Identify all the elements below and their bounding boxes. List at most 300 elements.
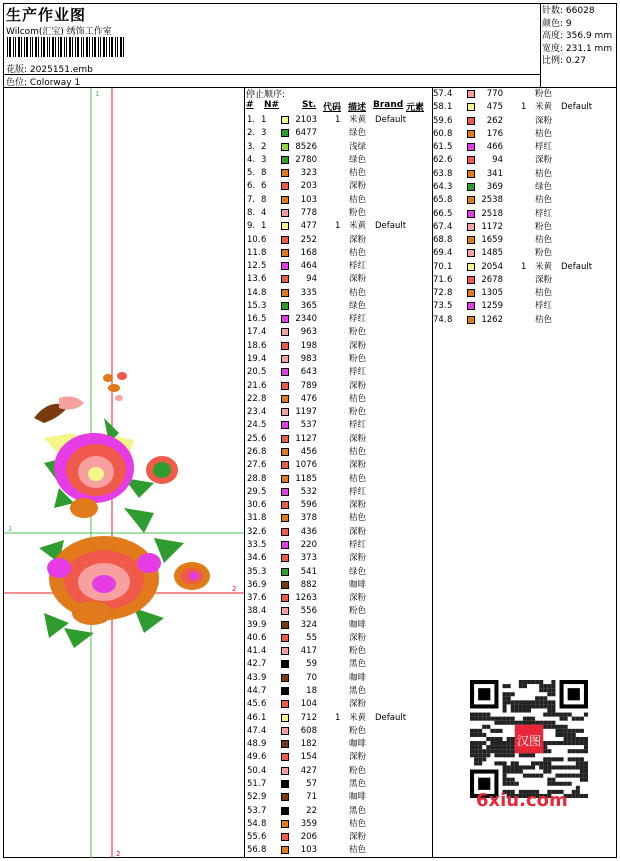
thread-description: 米黄 (349, 115, 367, 125)
thread-description: 桴红 (349, 261, 367, 272)
color-swatch (281, 461, 289, 469)
stop-number: 56. (247, 845, 261, 856)
thread-description: 桔色 (349, 513, 367, 524)
thread-description: 深粉 (349, 553, 367, 564)
stop-number: 23. (247, 407, 261, 418)
stop-number: 7. (247, 194, 256, 205)
stop-number: 3. (247, 141, 256, 152)
stop-number: 46. (247, 712, 261, 723)
color-swatch (467, 236, 475, 244)
stitch-count: 477 (300, 221, 317, 232)
stop-number: 70. (433, 261, 447, 272)
thread-description: 粉色 (349, 407, 367, 418)
thread-code: 1 (521, 261, 527, 272)
stop-number: 42. (247, 659, 261, 670)
thread-description: 粉色 (535, 248, 553, 259)
needle-number: 8 (261, 287, 267, 298)
stop-number: 51. (247, 779, 261, 789)
stitch-count: 323 (300, 168, 317, 179)
needle-number: 7 (261, 779, 267, 789)
stitch-count: 103 (300, 194, 317, 205)
color-swatch (281, 514, 289, 522)
embroidery-preview (4, 88, 244, 858)
color-swatch (467, 117, 475, 125)
color-swatch (467, 156, 475, 164)
col-num: # (246, 100, 254, 110)
stitch-count: 1127 (295, 433, 317, 444)
thread-description: 桴红 (349, 539, 367, 550)
color-swatch (467, 130, 475, 138)
color-swatch (281, 833, 289, 841)
guide-v1-label: 1 (95, 90, 100, 98)
needle-number: 8 (447, 128, 453, 139)
needle-number: 6 (261, 433, 267, 444)
color-swatch (281, 156, 289, 164)
stop-number: 58. (433, 102, 447, 113)
needle-number: 8 (261, 393, 267, 404)
stitch-count: 476 (300, 393, 317, 404)
stitch-count: 712 (300, 712, 317, 723)
color-swatch (281, 714, 289, 722)
stop-number: 24. (247, 420, 261, 431)
stop-number: 26. (247, 447, 261, 457)
lower-flower (39, 536, 210, 648)
needle-number: 6 (261, 553, 267, 564)
thread-description: 米黄 (349, 712, 367, 723)
stitch-count: 18 (306, 686, 317, 697)
stop-number: 69. (433, 248, 447, 259)
needle-number: 8 (261, 194, 267, 205)
thread-brand: Default (375, 115, 407, 125)
stat-height: 高度: 356.9 mm (542, 31, 613, 42)
stop-number: 61. (433, 142, 447, 153)
color-swatch (281, 395, 289, 403)
stitch-count: 22 (306, 805, 317, 816)
needle-number: 8 (261, 845, 267, 856)
stop-number: 27. (247, 460, 261, 471)
color-swatch (467, 223, 475, 231)
stop-number: 33. (247, 539, 261, 550)
color-swatch (281, 793, 289, 801)
needle-number: 6 (261, 460, 267, 471)
stop-number: 73. (433, 301, 447, 312)
stat-scale: 比例: 0.27 (542, 56, 586, 67)
needle-number: 5 (261, 261, 267, 272)
stitch-count: 103 (300, 845, 317, 856)
stitch-count: 456 (300, 447, 317, 457)
thread-description: 桔色 (349, 393, 367, 404)
stitch-count: 59 (306, 659, 317, 670)
thread-description: 黑色 (349, 805, 367, 816)
color-swatch (281, 116, 289, 124)
stitch-count: 335 (300, 287, 317, 298)
color-swatch (281, 740, 289, 748)
thread-brand: Default (561, 261, 593, 272)
stitch-count: 373 (300, 553, 317, 564)
needle-number: 3 (261, 128, 267, 139)
color-swatch (281, 182, 289, 190)
stitch-count: 1659 (481, 235, 503, 246)
color-swatch (281, 129, 289, 137)
thread-description: 黑色 (349, 659, 367, 670)
stop-number: 16. (247, 314, 261, 325)
needle-number: 8 (447, 195, 453, 206)
thread-description: 桔色 (535, 235, 553, 246)
stitch-count: 252 (300, 234, 317, 245)
col-code: 代码 (323, 103, 342, 113)
thread-description: 深粉 (535, 274, 553, 285)
stop-number: 36. (247, 579, 261, 590)
stop-number: 20. (247, 367, 261, 378)
stitch-count: 341 (486, 168, 503, 179)
thread-description: 黑色 (349, 686, 367, 697)
stitch-count: 55 (306, 632, 317, 643)
stitch-count: 475 (486, 102, 503, 113)
stitch-count: 57 (306, 779, 317, 789)
stitch-count: 2518 (481, 208, 503, 219)
stitch-count: 70 (306, 672, 317, 683)
needle-number: 1 (447, 261, 453, 272)
thread-description: 桴红 (349, 486, 367, 497)
needle-number: 4 (261, 765, 267, 776)
thread-description: 桴红 (535, 208, 553, 219)
thread-description: 咖啡 (349, 792, 367, 803)
needle-number: 4 (447, 248, 453, 259)
thread-description: 桔色 (535, 168, 553, 179)
stitch-count: 882 (300, 579, 317, 590)
thread-description: 咖啡 (349, 739, 367, 750)
color-swatch (281, 421, 289, 429)
stop-number: 9. (247, 221, 256, 232)
color-swatch (467, 90, 475, 98)
stitch-count: 154 (300, 752, 317, 763)
stop-number: 55. (247, 832, 261, 843)
thread-description: 桔色 (535, 128, 553, 139)
stop-number: 63. (433, 168, 447, 179)
stitch-count: 94 (492, 155, 503, 166)
stop-number: 40. (247, 632, 261, 643)
stitch-count: 1259 (481, 301, 503, 312)
needle-number: 5 (447, 142, 453, 153)
stitch-count: 1263 (295, 593, 317, 604)
stop-number: 32. (247, 526, 261, 537)
color-swatch (467, 249, 475, 257)
thread-description: 深粉 (349, 752, 367, 763)
stitch-count: 369 (486, 181, 503, 192)
color-swatch (281, 528, 289, 536)
thread-description: 黑色 (349, 779, 367, 789)
thread-description: 深粉 (349, 593, 367, 604)
color-swatch (281, 169, 289, 177)
thread-code: 1 (335, 115, 341, 125)
stitch-count: 778 (300, 207, 317, 218)
needle-number: 4 (261, 407, 267, 418)
stop-number: 29. (247, 486, 261, 497)
thread-description: 粉色 (349, 646, 367, 657)
stop-number: 34. (247, 553, 261, 564)
stop-number: 38. (247, 606, 261, 617)
design-stats (542, 5, 612, 68)
stat-stitches: 针数: 66028 (542, 6, 595, 16)
needle-number: 5 (261, 539, 267, 550)
upper-flower (34, 372, 178, 533)
needle-number: 9 (261, 792, 267, 803)
needle-number: 4 (261, 207, 267, 218)
color-swatch (281, 262, 289, 270)
needle-number: 8 (261, 473, 267, 484)
stop-number: 45. (247, 699, 261, 710)
stitch-count: 2103 (295, 115, 317, 125)
thread-description: 深粉 (349, 699, 367, 710)
color-swatch (281, 568, 289, 576)
color-swatch (281, 780, 289, 788)
needle-number: 5 (447, 301, 453, 312)
stop-number: 49. (247, 752, 261, 763)
color-swatch (467, 103, 475, 111)
stop-number: 53. (247, 805, 261, 816)
colorway-line (6, 75, 80, 88)
stitch-count: 168 (300, 247, 317, 258)
thread-description: 桔色 (349, 473, 367, 484)
needle-number: 4 (261, 327, 267, 338)
stop-number: 6. (247, 181, 256, 192)
stop-number: 44. (247, 686, 261, 697)
stitch-count: 466 (486, 142, 503, 153)
stop-number: 4. (247, 154, 256, 165)
color-swatch (281, 222, 289, 230)
stop-number: 18. (247, 340, 261, 351)
thread-description: 浅绿 (349, 141, 367, 152)
color-swatch (467, 289, 475, 297)
thread-description: 桴红 (349, 420, 367, 431)
color-swatch (281, 501, 289, 509)
needle-number: 9 (261, 579, 267, 590)
needle-number: 4 (261, 354, 267, 365)
stop-number: 37. (247, 593, 261, 604)
stop-number: 5. (247, 168, 256, 179)
stitch-count: 262 (486, 115, 503, 126)
thread-description: 桔色 (349, 845, 367, 856)
color-swatch (281, 700, 289, 708)
stitch-count: 963 (300, 327, 317, 338)
guide-v2-label: 2 (116, 850, 121, 858)
color-swatch (467, 170, 475, 178)
stop-number: 47. (247, 725, 261, 736)
stop-number: 28. (247, 473, 261, 484)
thread-description: 深粉 (349, 274, 367, 285)
stitch-count: 220 (300, 539, 317, 550)
color-swatch (281, 488, 289, 496)
stitch-count: 643 (300, 367, 317, 378)
thread-description: 米黄 (349, 221, 367, 232)
color-swatch (281, 315, 289, 323)
thread-description: 深粉 (535, 155, 553, 166)
needle-number: 1 (261, 115, 267, 125)
stitch-count: 71 (306, 792, 317, 803)
color-swatch (281, 753, 289, 761)
needle-number: 7 (261, 805, 267, 816)
thread-description: 桔色 (349, 287, 367, 298)
needle-number: 5 (261, 314, 267, 325)
needle-number: 6 (261, 340, 267, 351)
stop-number: 15. (247, 300, 261, 311)
stop-number: 60. (433, 128, 447, 139)
thread-description: 桔色 (535, 288, 553, 299)
design-file-line (6, 62, 93, 75)
thread-description: 粉色 (349, 207, 367, 218)
thread-description: 粉色 (349, 765, 367, 776)
stitch-count: 6477 (295, 128, 317, 139)
needle-number: 6 (261, 632, 267, 643)
thread-description: 桔色 (535, 314, 553, 325)
color-swatch (281, 448, 289, 456)
color-swatch (281, 541, 289, 549)
thread-description: 米黄 (535, 102, 553, 113)
thread-description: 粉色 (349, 606, 367, 617)
stop-number: 13. (247, 274, 261, 285)
needle-number: 4 (261, 606, 267, 617)
stitch-count: 417 (300, 646, 317, 657)
col-needle: N# (264, 100, 280, 110)
stop-number: 52. (247, 792, 261, 803)
stop-number: 43. (247, 672, 261, 683)
thread-description: 桴红 (349, 367, 367, 378)
stitch-count: 789 (300, 380, 317, 391)
svg-text:汉图: 汉图 (516, 734, 542, 749)
needle-number: 4 (261, 646, 267, 657)
stop-number: 25. (247, 433, 261, 444)
stitch-count: 1076 (295, 460, 317, 471)
stop-number: 11. (247, 247, 261, 258)
needle-number: 3 (447, 181, 453, 192)
needle-number: 5 (261, 367, 267, 378)
stitch-count: 198 (300, 340, 317, 351)
stitch-count: 8526 (295, 141, 317, 152)
stop-number: 41. (247, 646, 261, 657)
thread-description: 绿色 (349, 128, 367, 139)
stitch-count: 541 (300, 566, 317, 577)
thread-description: 粉色 (535, 221, 553, 232)
stitch-count: 1197 (295, 407, 317, 418)
color-swatch (281, 289, 289, 297)
needle-number: 8 (447, 288, 453, 299)
color-swatch (281, 328, 289, 336)
color-swatch (281, 820, 289, 828)
thread-code: 1 (335, 221, 341, 232)
stitch-count: 104 (300, 699, 317, 710)
needle-number: 6 (447, 274, 453, 285)
stitch-count: 436 (300, 526, 317, 537)
thread-description: 深粉 (349, 460, 367, 471)
needle-number: 8 (261, 818, 267, 829)
needle-number: 5 (261, 420, 267, 431)
stop-number: 21. (247, 380, 261, 391)
needle-number: 6 (261, 234, 267, 245)
needle-number: 1 (447, 102, 453, 113)
stop-number: 8. (247, 207, 256, 218)
thread-description: 桔色 (535, 195, 553, 206)
thread-description: 深粉 (349, 380, 367, 391)
col-desc: 描述 (348, 103, 367, 113)
needle-number: 1 (261, 712, 267, 723)
thread-description: 深粉 (349, 340, 367, 351)
design-file-value: 2025151.emb (29, 65, 93, 75)
stitch-count: 983 (300, 354, 317, 365)
stitch-count: 1262 (481, 314, 503, 325)
thread-brand: Default (561, 102, 593, 113)
needle-number: 7 (261, 686, 267, 697)
color-swatch (281, 634, 289, 642)
stop-number: 12. (247, 261, 261, 272)
thread-description: 咖啡 (349, 672, 367, 683)
needle-number: 6 (261, 526, 267, 537)
needle-number: 8 (261, 168, 267, 179)
needle-number: 6 (447, 155, 453, 166)
needle-number: 4 (261, 725, 267, 736)
needle-number: 8 (261, 513, 267, 524)
thread-description: 粉色 (349, 354, 367, 365)
thread-description: 深粉 (349, 181, 367, 192)
needle-number: 9 (261, 672, 267, 683)
stitch-count: 2780 (295, 154, 317, 165)
stop-number: 67. (433, 221, 447, 232)
stop-number: 72. (433, 288, 447, 299)
company-name: Wilcom(汇宝) 绣饰工作室 (6, 27, 112, 37)
thread-description: 桴红 (535, 301, 553, 312)
needle-number: 3 (261, 154, 267, 165)
thread-description: 桔色 (349, 168, 367, 179)
stop-number: 17. (247, 327, 261, 338)
thread-description: 咖啡 (349, 579, 367, 590)
color-swatch (281, 594, 289, 602)
needle-number: 8 (447, 235, 453, 246)
color-swatch (281, 236, 289, 244)
stitch-count: 94 (306, 274, 317, 285)
thread-description: 粉色 (349, 327, 367, 338)
stitch-count: 1485 (481, 248, 503, 259)
stop-number: 66. (433, 208, 447, 219)
colorway-value: Colorway 1 (29, 78, 81, 88)
thread-description: 深粉 (349, 234, 367, 245)
thread-description: 桔色 (349, 247, 367, 258)
needle-number: 8 (261, 247, 267, 258)
thread-description: 绿色 (349, 566, 367, 577)
stitch-count: 427 (300, 765, 317, 776)
stop-number: 57. (433, 89, 447, 99)
color-swatch (281, 607, 289, 615)
stop-number: 39. (247, 619, 261, 630)
stop-number: 19. (247, 354, 261, 365)
stop-number: 1. (247, 115, 256, 125)
color-swatch (281, 368, 289, 376)
stitch-count: 2054 (481, 261, 503, 272)
needle-number: 5 (447, 208, 453, 219)
thread-description: 粉色 (349, 725, 367, 736)
thread-brand: Default (375, 221, 407, 232)
stitch-count: 596 (300, 500, 317, 511)
color-swatch (281, 660, 289, 668)
stop-number: 62. (433, 155, 447, 166)
color-swatch (281, 209, 289, 217)
stitch-count: 203 (300, 181, 317, 192)
table-header (246, 100, 432, 113)
color-swatch (281, 647, 289, 655)
thread-description: 深粉 (349, 832, 367, 843)
stop-number: 48. (247, 739, 261, 750)
needle-number: 8 (447, 168, 453, 179)
stitch-count: 1172 (481, 221, 503, 232)
thread-brand: Default (375, 712, 407, 723)
